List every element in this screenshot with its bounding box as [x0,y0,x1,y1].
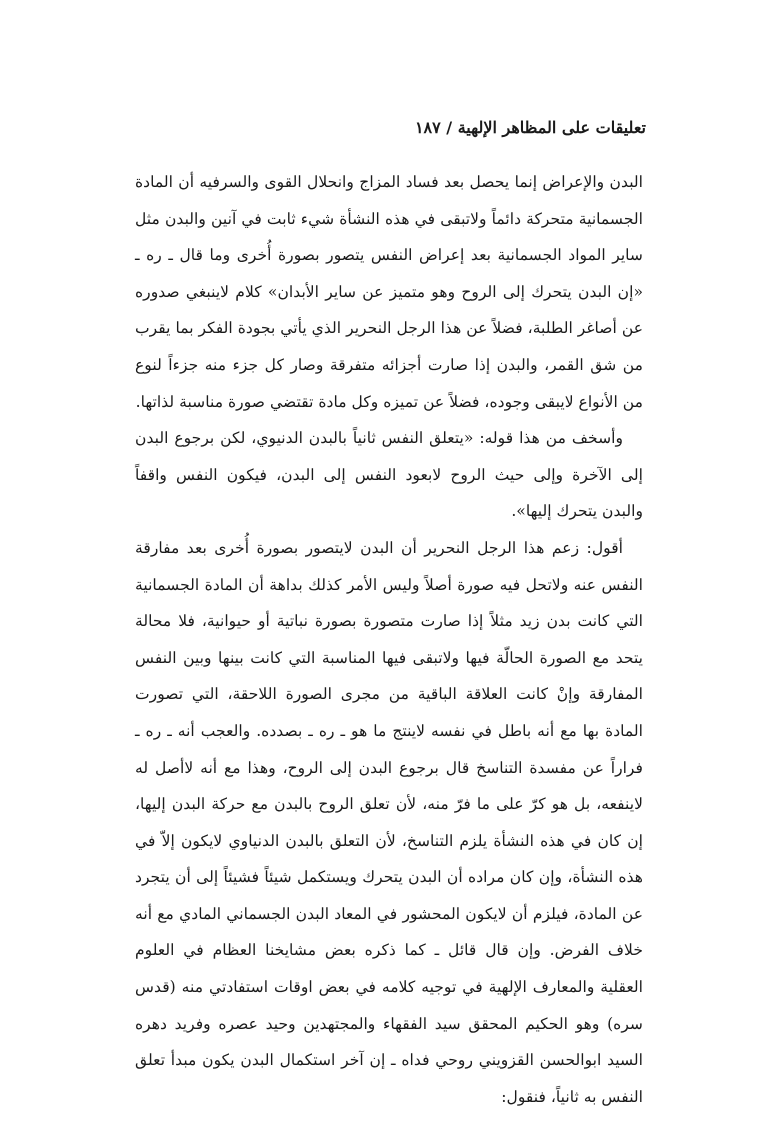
paragraph-1: البدن والإعراض إنما يحصل بعد فساد المزاج وانحلال القوى والسرفيه أن المادة الجسمانية متحركة دائماً ولاتبقى في هذه النشأة شيء ثابت في آنين والبدن مثل ساير المواد الجسمانية بعد إعراض النفس يتصور بصورة أُخرى وما قال ـ ره ـ «إن البدن يتحرك إلى الروح وهو متميز عن ساير الأبدان» كلام لاينبغي صدوره عن أصاغر الطلبة، فضلاً عن هذا الرجل النحرير الذي يأتي بجودة الفكر بما يقرب من شق القمر، والبدن إذا صارت أجزائه متفرقة وصار كل جزء منه جزءاً لنوع من الأنواع لايبقى وجوده، فضلاً عن تميزه وكل مادة تقتضي صورة مناسبة لذاتها. [135,173,643,411]
paragraph-3: أقول: زعم هذا الرجل النحرير أن البدن لايتصور بصورة أُخرى بعد مفارقة النفس عنه ولاتحل فيه صورة أصلاً وليس الأمر كذلك بداهة أن المادة الجسمانية التي كانت بدن زيد مثلاً إذا صارت متصورة بصورة نباتية أو حيوانية، فلا محالة يتحد مع الصورة الحالّة فيها ولاتبقى فيها المناسبة التي كانت بينها وبين النفس المفارقة وإنْ كانت العلاقة الباقية من مجرى الصورة اللاحقة، التي تصورت المادة بها مع أنه باطل في نفسه لاينتج ما هو ـ ره ـ بصدده. والعجب أنه ـ ره ـ فراراً عن مفسدة التناسخ قال برجوع البدن إلى الروح، وهذا مع أنه لاأصل له لاينفعه، بل هو كرّ على ما فرّ منه، لأن تعلق الروح بالبدن مع حركة البدن إليها، إن كان في هذه النشأة يلزم التناسخ، لأن التعلق بالبدن الدنياوي لايكون إلاّ في هذه النشأة، وإن كان مراده أن البدن يتحرك ويستكمل شيئاً فشيئاً إلى أن يتجرد عن المادة، فيلزم أن لايكون المحشور في المعاد البدن الجسماني المادي مع أنه خلاف الفرض. وإن قال قائل ـ كما ذكره بعض مشايخنا العظام في العلوم العقلية والمعارف الإلهية في توجيه كلامه في بعض اوقات استفادتي منه (قدس سره) وهو الحكيم المحقق سيد الفقهاء والمجتهدين وحيد عصره وفريد دهره السيد ابوالحسن القزويني روحي فداه ـ إن آخر استكمال البدن يكون مبدأ تعلق النفس به ثانياً، فنقول: [135,538,643,1106]
running-header: تعليقات على المظاهر الإلهية / ١٨٧ [414,118,646,137]
body-text [135,164,643,1115]
paragraph-2: وأسخف من هذا قوله: «يتعلق النفس ثانياً بالبدن الدنيوي، لكن برجوع البدن إلى الآخرة وإلى حيث الروح لابعود النفس إلى البدن، فيكون النفس واقفاً والبدن يتحرك إليها». [135,429,643,521]
